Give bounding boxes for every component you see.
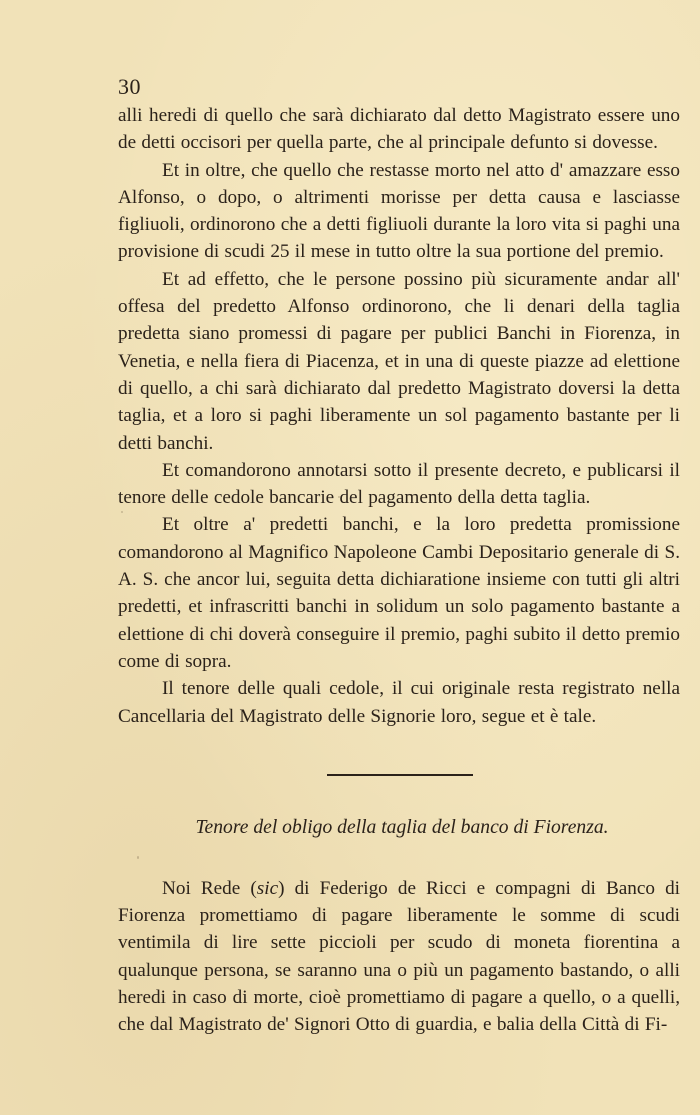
paragraph: Il tenore delle quali cedole, il cui originale resta registrato nella Cancellaria del Magistrato delle Signorie loro, segue et è tale. bbox=[118, 678, 680, 727]
section-paragraph bbox=[118, 875, 680, 1039]
text-fragment: Noi Rede ( bbox=[162, 877, 257, 899]
paper-speck bbox=[137, 856, 139, 859]
paragraph: Et in oltre, che quello che restasse morto nel atto d' amazzare esso Alfonso, o dopo, o altrimenti morisse per detta causa e lasciasse figliuoli, ordinorono che a detti figliuoli durante la loro vita si paghi una provisione di scudi 25 il mese in tutto oltre la sua portione del premio. bbox=[118, 159, 680, 263]
text-fragment: ) di Federigo de Ricci e compagni di Banco di Fiorenza promettiamo di pagare liberamente le somme di scudi ventimila di lire sette piccioli per scudo di moneta fiorentina a qualunque persona, se saranno una o più un pagamento bastando, o alli heredi in caso di morte, cioè promettiamo di pagare a quello, o a quelli, che dal Magistrato de' Signori Otto di guardia, e balia della Città di Fi- bbox=[118, 877, 680, 1036]
paragraph: Et oltre a' predetti banchi, e la loro predetta promissione comandorono al Magnifico Napoleone Cambi Depositario generale di S. A. S. che ancor lui, seguita detta dichiaratione insieme con tutti gli altri predetti, et infrascritti banchi in solidum un solo pagamento bastante a elettione di chi doverà conseguire il premio, paghi subito il detto premio come di sopra. bbox=[118, 514, 680, 672]
paper-speck bbox=[121, 511, 123, 513]
section-divider bbox=[327, 774, 473, 776]
book-page bbox=[118, 72, 680, 1039]
paper-speck bbox=[121, 338, 124, 341]
paper-speck bbox=[338, 496, 340, 498]
paragraph-continuation: alli heredi di quello che sarà dichiarato dal detto Magistrato essere uno de detti occisori per quella parte, che al principale defunto si dovesse. bbox=[118, 105, 680, 154]
section-heading: Tenore del obligo della taglia del banco di Fiorenza. bbox=[195, 816, 609, 838]
paragraph: Et ad effetto, che le persone possino più sicuramente andar all' offesa del predetto Alfonso ordinorono, che li denari della taglia predetta siano promessi di pagare per publici Banchi in Fiorenza, in Venetia, e nella fiera di Piacenza, et in una di queste piazze ad elettione di quello, a chi sarà dichiarato dal predetto Magistrato doversi la detta taglia, et a loro si paghi liberamente un sol pagamento bastante per li detti banchi. bbox=[118, 268, 680, 454]
paragraph: Et comandorono annotarsi sotto il presente decreto, e publicarsi il tenore delle cedole bancarie del pagamento della detta taglia. bbox=[118, 459, 680, 509]
sic-annotation: sic bbox=[256, 877, 279, 899]
page-number: 30 bbox=[118, 74, 141, 99]
